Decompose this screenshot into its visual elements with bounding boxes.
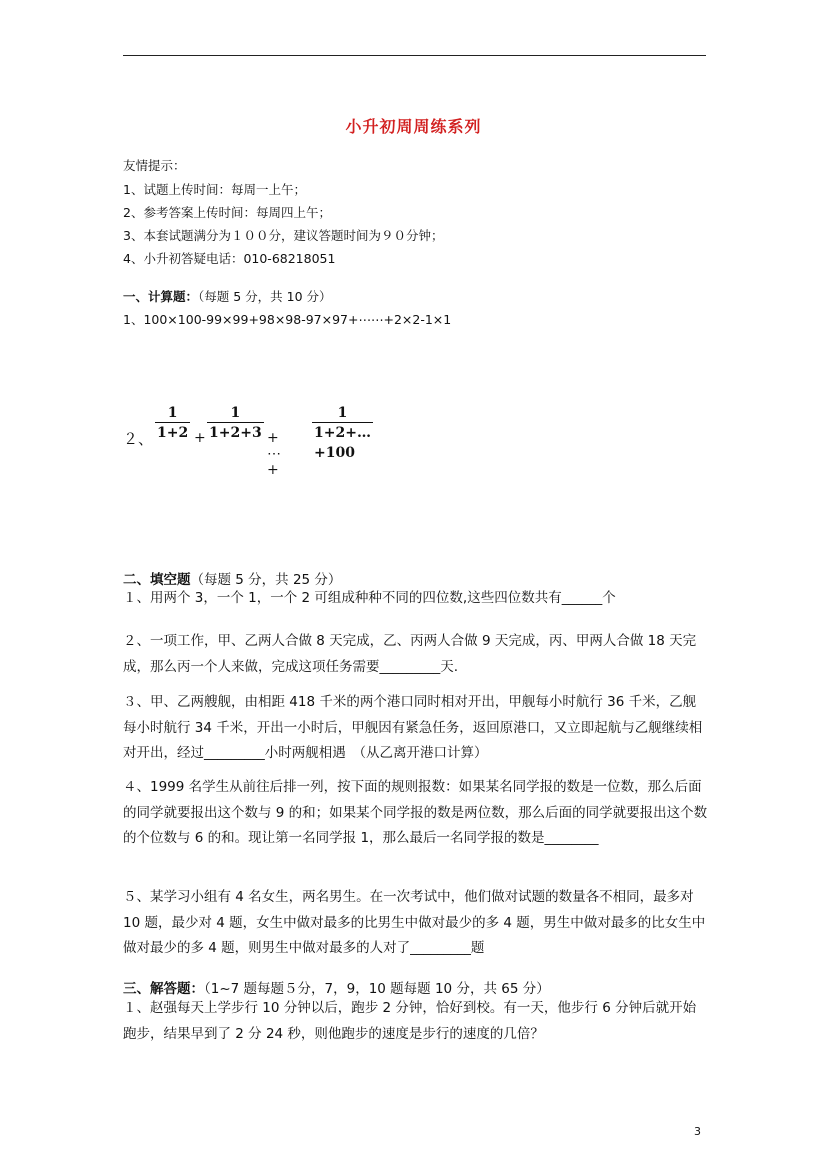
tips-heading: 友情提示： [123,158,186,173]
question-2-2: ２、一项工作，甲、乙两人合做 8 天完成，乙、丙两人合做 9 天完成，丙、甲两人合做 18 天完成，那么丙一个人来做，完成这项任务需要_________天. [123,633,697,675]
section-2-title: 二、填空题 [123,572,191,588]
question-1-1: 1、100×100-99×99+98×98-97×97+⋯⋯+2×2-1×1 [123,312,452,327]
page-number: 3 [694,1125,701,1138]
plus-operator: + [194,430,206,446]
section-3-title: 三、解答题： [123,981,204,997]
question-3-1: １、赵强每天上学步行 10 分钟以后，跑步 2 分钟，恰好到校。有一天，他步行 6 分钟后就开始跑步，结果早到了 2 分 24 秒，则他跑步的速度是步行的速度的几倍？ [123,1000,697,1042]
question-1-2-number: ２、 [123,430,154,448]
fraction-2-numerator: 1 [230,405,241,421]
section-2-heading [123,568,341,588]
tip-item: 2、参考答案上传时间：每周四上午； [123,205,331,220]
ellipsis-operator: + ⋯ + [267,430,281,478]
question-2-4: ４、1999 名学生从前往后排一列，按下面的规则报数：如果某名同学报的数是一位数，那么后面的同学就要报出这个数与 9 的和；如果某个同学报的数是两位数，那么后面的同学就要报出这个数的个位数与 6 的和。现让第一名同学报 1，那么最后一名同学报的数是________ [123,779,708,846]
fraction-3 [312,404,373,463]
fraction-1-denominator: 1+2 [157,425,189,441]
section-1-note: （每题 5 分，共 10 分） [198,289,332,304]
header-rule [123,55,706,56]
section-1-title: 一、计算题： [123,289,199,304]
tip-item: 4、小升初答疑电话：010-68218051 [123,251,336,266]
question-2-1: １、用两个 3，一个 1，一个 2 可组成种种不同的四位数,这些四位数共有______个 [123,590,616,606]
fraction-2 [207,404,264,443]
fraction-2-denominator: 1+2+3 [209,425,262,441]
question-2-5: ５、某学习小组有 4 名女生，两名男生。在一次考试中，他们做对试题的数量各不相同，最多对 10 题，最少对 4 题，女生中做对最多的比男生中做对最少的多 4 题，男生中做对最多的比女生中做对最少的多 4 题，则男生中做对最多的人对了_________题 [123,889,706,956]
tip-item: 1、试题上传时间：每周一上午； [123,182,306,197]
fraction-1-numerator: 1 [167,405,178,421]
section-2-note: （每题 5 分，共 25 分） [190,572,342,588]
fraction-3-numerator: 1 [337,405,348,421]
question-2-3: ３、甲、乙两艘舰，由相距 418 千米的两个港口同时相对开出，甲舰每小时航行 36 千米，乙舰每小时航行 34 千米，开出一小时后，甲舰因有紧急任务，返回原港口，又立即起航与乙舰继续相对开出，经过_________小时两舰相遇 （从乙离开港口计算） [123,694,703,761]
fraction-1 [155,404,190,443]
section-3-note: （1~7 题每题５分，7，9，10 题每题 10 分，共 65 分） [204,981,550,997]
section-3-heading [123,977,550,997]
tip-item: 3、本套试题满分为１００分，建议答题时间为９０分钟； [123,228,444,243]
section-1-heading [123,287,332,305]
page-title: 小升初周周练系列 [345,117,482,136]
fraction-3-denominator: 1+2+…+100 [314,425,371,461]
